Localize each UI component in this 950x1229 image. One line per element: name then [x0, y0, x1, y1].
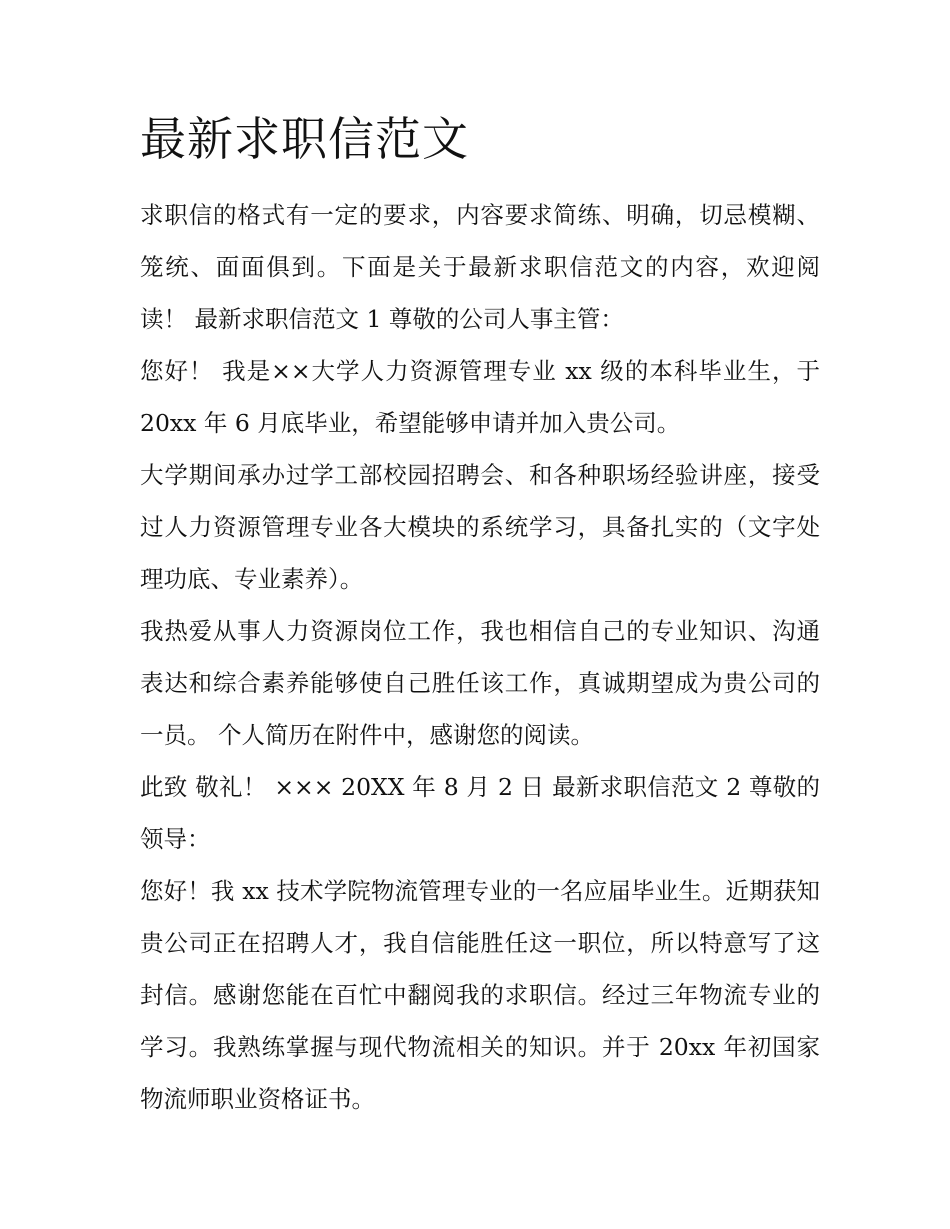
paragraph-greeting: 您好！ 我是××大学人力资源管理专业 xx 级的本科毕业生，于 20xx 年 6 月底毕业，希望能够申请并加入贵公司。 — [140, 357, 820, 438]
paragraph-motivation: 我热爱从事人力资源岗位工作，我也相信自己的专业知识、沟通表达和综合素养能够使自己胜任该工作，真诚期望成为贵公司的一员。 个人简历在附件中，感谢您的阅读。 — [140, 617, 820, 750]
paragraph-experience: 大学期间承办过学工部校园招聘会、和各种职场经验讲座，接受过人力资源管理专业各大模块的系统学习，具备扎实的（文字处理功底、专业素养）。 — [140, 461, 820, 594]
document-page — [140, 112, 820, 1125]
paragraph-intro: 求职信的格式有一定的要求，内容要求简练、明确，切忌模糊、笼统、面面俱到。下面是关于最新求职信范文的内容，欢迎阅读！ 最新求职信范文 1 尊敬的公司人事主管： — [140, 201, 820, 334]
paragraph-letter-two: 您好！我 xx 技术学院物流管理专业的一名应届毕业生。近期获知贵公司正在招聘人才，我自信能胜任这一职位，所以特意写了这封信。感谢您能在百忙中翻阅我的求职信。经过三年物流专业的学习。我熟练掌握与现代物流相关的知识。并于 20xx 年初国家物流师职业资格证书。 — [140, 877, 820, 1114]
paragraph-closing: 此致 敬礼！ ××× 20XX 年 8 月 2 日 最新求职信范文 2 尊敬的领导： — [140, 773, 820, 854]
document-title: 最新求职信范文 — [140, 112, 469, 166]
